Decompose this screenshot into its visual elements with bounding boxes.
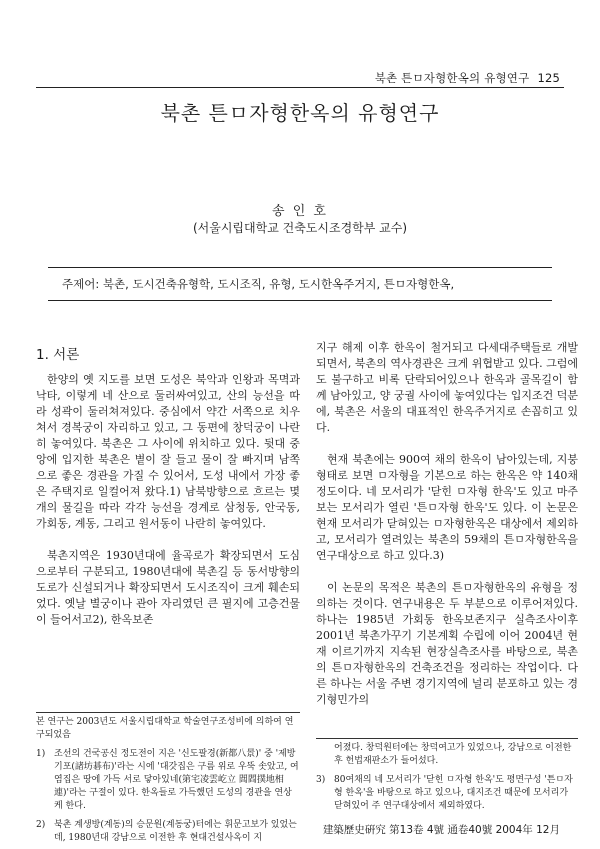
left-column-body [36,372,300,628]
footnote-3 [316,774,578,813]
footnote-text: 조선의 건국공신 정도전이 지은 '신도팔경(新都八景)' 중 '제방기포(諸坊碁布)'라는 시에 '대갓집은 구름 위로 우뚝 솟았고, 여염집은 땅에 가득 서로 닿아있네(第宅凌雲屹立 閭閻撲地相連)'라는 구절이 있다. 한옥들로 가득했던 도성의 경관을 연상케 한다. [54,749,299,811]
footnote-2 [36,819,300,845]
paragraph: 이 논문의 목적은 북촌의 튼ㅁ자형한옥의 유형을 정의하는 것이다. 연구내용은 두 부분으로 이루어져있다. 하나는 1985년 가회동 한옥보존지구 실측조사이후 2001년 북촌가꾸기 기본계획 수립에 이어 2004년 현재 이르기까지 지속된 현장실측조사를 바탕으로, 북촌의 튼ㅁ자형한옥의 건축조건을 정리하는 작업이다. 다른 하나는 서울 주변 경기지역에 널리 분포하고 있는 경기형민가의 [316,581,578,706]
left-footnotes [36,716,300,845]
right-footnotes [316,742,578,813]
paragraph: 현재 북촌에는 900여 채의 한옥이 남아있는데, 지붕형태로 보면 ㅁ자형을 기본으로 하는 한옥은 약 140채 정도이다. 네 모서리가 '닫힌 ㅁ자형 한옥'도 있고 마주보는 모서리가 열린 '튼ㅁ자형 한옥'도 있다. 이 논문은 현재 모서리가 닫혀있는 ㅁ자형한옥은 대상에서 제외하고, 모서리가 열려있는 북촌의 59채의 튼ㅁ자형한옥을 연구대상으로 하고 있다.3) [316,453,578,562]
keywords-box [48,267,552,301]
footnote-text: 북촌 계생방(계동)의 승문원(계동궁)터에는 휘문고보가 있었는데, 1980년대 강남으로 이전한 후 현대건설사옥이 지 [54,820,297,843]
right-column-body [316,340,578,708]
page-number: 125 [537,71,560,85]
footnote-text: 80여채의 네 모서리가 '닫힌 ㅁ자형 한옥'도 평면구성 '튼ㅁ자형 한옥'을 바탕으로 하고 있으나, 대지조건 때문에 모서리가 닫혀있어 주 연구대상에서 제외하였다. [334,775,573,811]
footnote-1 [36,748,300,813]
footnote-rule [316,738,578,739]
footnote-number: 1) [36,749,46,759]
paper-title: 북촌 튼ㅁ자형한옥의 유형연구 [160,101,440,125]
paragraph: 한양의 옛 지도를 보면 도성은 북악과 인왕과 목멱과 낙타, 이렇게 네 산으로 둘러싸여있고, 산의 능선을 따라 성곽이 둘러쳐져있다. 중심에서 약간 서쪽으로 치우쳐서 경복궁이 자리하고 있고, 그 동편에 창덕궁이 나란히 놓여있다. 북촌은 그 사이에 위치하고 있다. 뒷대 중앙에 입지한 북촌은 볕이 잘 들고 물이 잘 빠지며 남쪽으로 좋은 경관을 가질 수 있어서, 도성 내에서 가장 좋은 주택지로 일컬어져 왔다.1) 남북방향으로 흐르는 몇 개의 물길을 따라 각각 능선을 경계로 삼청동, 안국동, 가회동, 계동, 그리고 원서동이 나란히 놓여있다. [36,373,300,530]
keywords-text: 주제어: 북촌, 도시건축유형학, 도시조직, 유형, 도시한옥주거지, 튼ㅁ자형한옥, [62,277,455,291]
paragraph: 지구 해제 이후 한옥이 철거되고 다세대주택들로 개발되면서, 북촌의 역사경관은 크게 위협받고 있다. 그럼에도 불구하고 비록 단락되어있으나 한옥과 골목길이 함께 남아있고, 양 궁궐 사이에 놓여있다는 입지조건 덕분에, 북촌은 서울의 대표적인 한옥주거지로 손꼽히고 있다. [316,341,578,434]
footnote-number: 3) [316,775,326,785]
paragraph: 북촌지역은 1930년대에 율곡로가 확장되면서 도심으로부터 구분되고, 1980년대에 북촌길 등 동서방향의 도로가 신설되거나 확장되면서 도시조직이 크게 훼손되었다. 옛날 별궁이나 관아 자리였던 큰 필지에 고층건물이 들어서고2), 한옥보존 [36,549,300,626]
footnote-continued: 어졌다. 창덕원터에는 창덕여고가 있었으나, 강남으로 이전한 후 헌법재판소가 들어섰다. [334,743,572,766]
journal-footer: 建築歷史硏究 第13卷 4號 通卷40號 2004年 12月 [322,824,560,836]
funding-note: 본 연구는 2003년도 서울시립대학교 학술연구조성비에 의하여 연구되었음 [36,717,294,740]
section-heading-introduction: 1. 서론 [36,347,80,363]
author-name: 송 인 호 [272,204,328,219]
author-affiliation: (서울시립대학교 건축도시조경학부 교수) [192,221,408,235]
footnote-rule [36,712,300,713]
journal-running-title: 북촌 튼ㅁ자형한옥의 유형연구 [374,71,530,85]
footnote-number: 2) [36,820,46,830]
running-head [375,70,560,86]
header-rule [36,87,564,88]
